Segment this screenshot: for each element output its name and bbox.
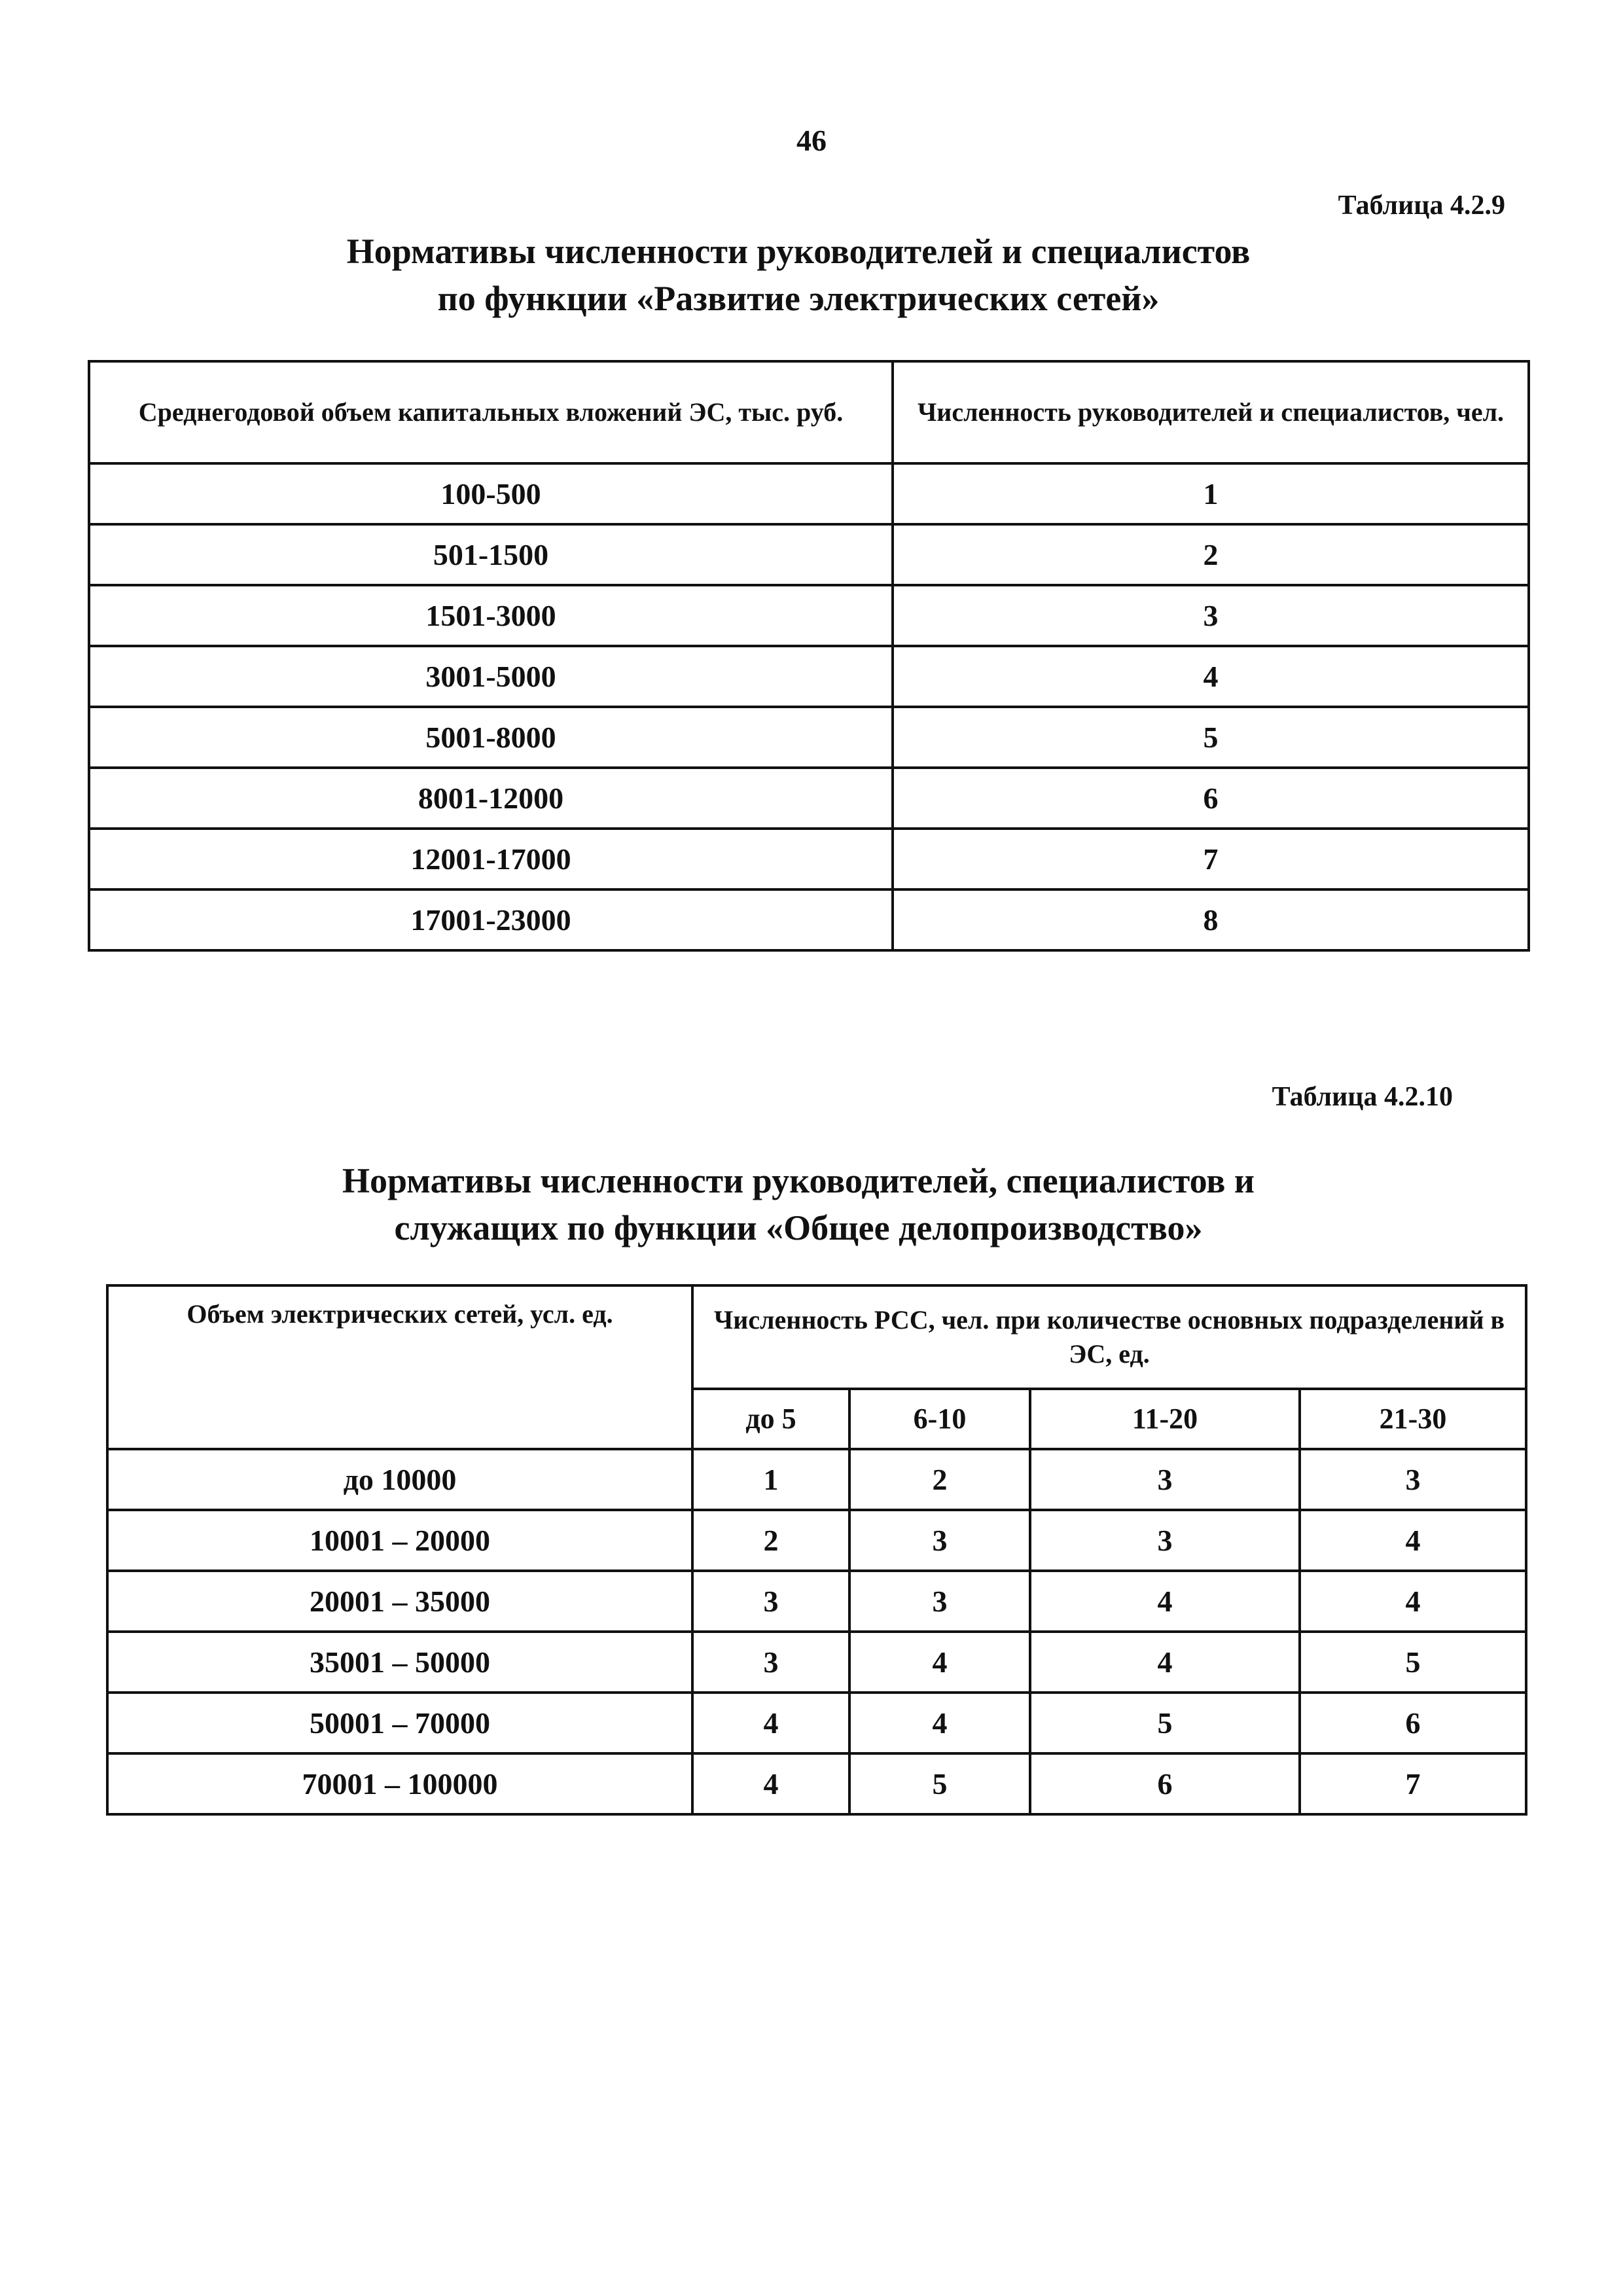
table-cell: 3 [1300,1449,1526,1510]
table-cell: 3001-5000 [89,646,893,707]
document-workflow-table [106,1284,1527,1816]
table-cell: 4 [1300,1571,1526,1632]
table-cell: 3 [893,585,1529,646]
header-investment-volume: Среднегодовой объем капитальных вложений ЭС, тыс. руб. [89,361,893,463]
table-row [107,1571,1526,1632]
table-cell: 1 [692,1449,849,1510]
table-cell: 100-500 [89,463,893,524]
table-cell: 4 [1030,1571,1300,1632]
header-staff-group: Численность РСС, чел. при количестве основных подразделений в ЭС, ед. [692,1285,1526,1389]
table-cell: 4 [849,1693,1030,1753]
table-cell: 3 [849,1571,1030,1632]
table-cell: 5 [1300,1632,1526,1693]
table-header-row [89,361,1529,463]
subheader-6-10: 6-10 [849,1389,1030,1449]
table-cell: 6 [893,768,1529,829]
table-cell: 12001-17000 [89,829,893,889]
table-cell: 8 [893,889,1529,950]
table-cell: 2 [893,524,1529,585]
table-cell: 5 [849,1753,1030,1814]
subheader-up-to-5: до 5 [692,1389,849,1449]
table-row [107,1449,1526,1510]
table-cell: 3 [692,1571,849,1632]
table-row [89,646,1529,707]
header-staff-count: Численность руководителей и специалистов, чел. [893,361,1529,463]
table-cell: 6 [1300,1693,1526,1753]
table-cell: 20001 – 35000 [107,1571,692,1632]
table-cell: 17001-23000 [89,889,893,950]
table-cell: 3 [1030,1449,1300,1510]
table-cell: 5001-8000 [89,707,893,768]
table-cell: 501-1500 [89,524,893,585]
table-cell: 1501-3000 [89,585,893,646]
table-cell: 4 [1300,1510,1526,1571]
table-cell: 50001 – 70000 [107,1693,692,1753]
table-row [107,1693,1526,1753]
table-cell: 4 [692,1693,849,1753]
table-title-4-2-10 [170,1157,1427,1251]
title-line: по функции «Развитие электрических сетей» [437,279,1160,318]
table-cell: 1 [893,463,1529,524]
table-cell: до 10000 [107,1449,692,1510]
table-label-4-2-10: Таблица 4.2.10 [1272,1082,1453,1112]
table-cell: 3 [849,1510,1030,1571]
table-row [89,524,1529,585]
table-header-row [107,1285,1526,1389]
table-row [89,707,1529,768]
table-cell: 6 [1030,1753,1300,1814]
header-network-volume: Объем электрических сетей, усл. ед. [107,1285,692,1449]
table-row [107,1510,1526,1571]
table-cell: 5 [1030,1693,1300,1753]
table-row [89,585,1529,646]
table-cell: 2 [849,1449,1030,1510]
table-cell: 35001 – 50000 [107,1632,692,1693]
title-line: Нормативы численности руководителей, специалистов и [342,1161,1255,1200]
table-cell: 3 [1030,1510,1300,1571]
subheader-11-20: 11-20 [1030,1389,1300,1449]
table-cell: 7 [893,829,1529,889]
table-cell: 7 [1300,1753,1526,1814]
table-cell: 70001 – 100000 [107,1753,692,1814]
title-line: Нормативы численности руководителей и специалистов [346,232,1251,271]
capital-investment-table [88,360,1530,952]
table-row [89,829,1529,889]
subheader-21-30: 21-30 [1300,1389,1526,1449]
table-cell: 8001-12000 [89,768,893,829]
table-row [89,889,1529,950]
table-row [107,1632,1526,1693]
table-cell: 3 [692,1632,849,1693]
table-title-4-2-9 [170,228,1427,322]
table-cell: 4 [1030,1632,1300,1693]
table-cell: 4 [849,1632,1030,1693]
table-row [89,463,1529,524]
table-cell: 5 [893,707,1529,768]
page-number: 46 [796,124,827,157]
table-cell: 4 [893,646,1529,707]
title-line: служащих по функции «Общее делопроизводство» [394,1208,1203,1247]
table-row [107,1753,1526,1814]
table-cell: 10001 – 20000 [107,1510,692,1571]
table-cell: 4 [692,1753,849,1814]
table-label-4-2-9: Таблица 4.2.9 [1338,190,1505,221]
table-row [89,768,1529,829]
table-cell: 2 [692,1510,849,1571]
